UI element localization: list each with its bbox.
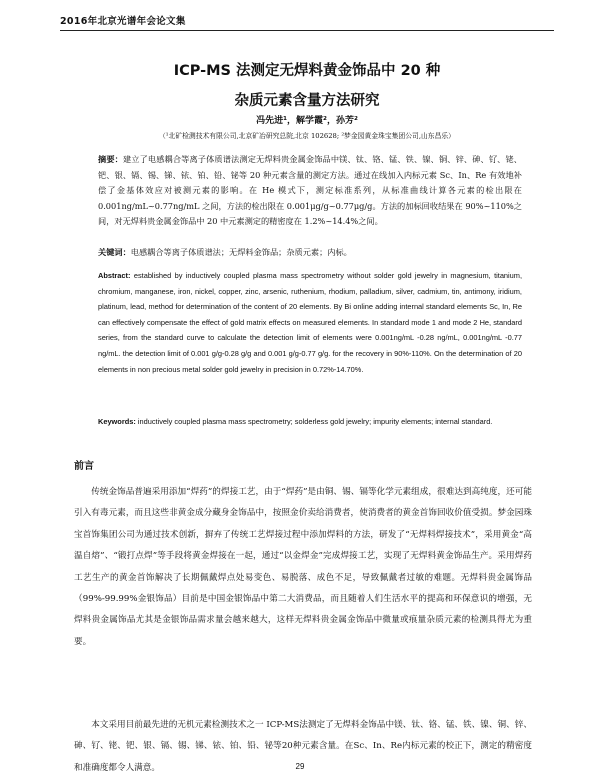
abstract-cn-label: 摘要： — [98, 154, 123, 164]
body-paragraph-2: 本文采用目前最先进的无机元素检测技术之一 ICP-MS法测定了无焊料金饰品中镁、钛、铬、锰、铁、镍、铜、锌、砷、钌、铑、钯、银、镉、锡、锑、铱、铂、铅、铋等20种元素含量。在Sc、In、Re内标元素的校正下，测定的精密度和准确度都令人满意。 — [74, 720, 532, 773]
body-paragraph-1: 传统金饰品普遍采用添加“焊药”的焊接工艺，由于“焊药”是由铜、锡、镉等化学元素组成，很难达到高纯度，还可能引入有毒元素，而且这些非黄金成分藏身金饰品中，按照金价卖给消费者，使消费者的黄金首饰回收价值受损。梦金园珠宝首饰集团公司为通过技术创新，摒弃了传统工艺焊接过程中添加焊料的方法，研发了“无焊料焊接技术”，采用黄金“高温自熔”、“锻打点焊”等手段将黄金焊接在一起，通过“以金焊金”完成焊接工艺，实现了无焊料黄金饰品生产。采用焊药工艺生产的黄金首饰解决了长期佩戴焊点处易变色、易脱落、成色不足，导致佩戴者过敏的难题。无焊料贵金属饰品（99%-99.99%金银饰品）目前是中国金银饰品中第二大消费品，而且随着人们生活水平的提高和环保意识的增强，无焊料贵金属饰品尤其是金银饰品需求量会越来越大，这样无焊料贵金属金饰品中微量或痕量杂质元素的检测具得尤为重要。 — [74, 487, 532, 647]
keywords-en-text: inductively coupled plasma mass spectrometry; solderless gold jewelry; impurity elements; internal standard. — [137, 417, 493, 426]
abstract-en-label: Abstract: — [98, 271, 131, 280]
abstract-cn — [98, 152, 522, 230]
paper-title-line-2: 杂质元素含量方法研究 — [234, 93, 380, 109]
abstract-en — [98, 268, 522, 377]
header-rule — [60, 30, 554, 31]
keywords-cn-label: 关键词： — [98, 247, 131, 257]
affiliation: （¹北矿检测技术有限公司,北京矿冶研究总院,北京 102628; ²梦金园黄金珠宝集团公司,山东昌乐） — [159, 132, 455, 140]
keywords-cn — [98, 245, 522, 261]
section-heading-preface: 前言 — [74, 461, 94, 472]
keywords-en-label: Keywords: — [98, 417, 136, 426]
authors: 冯先进¹，解学霞²，孙芳² — [256, 116, 358, 126]
abstract-cn-text: 建立了电感耦合等离子体质谱法测定无焊料贵金属金饰品中镁、钛、铬、锰、铁、镍、铜、锌、砷、钌、铑、钯、银、镉、锡、锑、铱、铂、铅、铋等 20 种元素含量的测定方法。通过在线加入内标元素 Sc、In、Re 有效地补偿了金基体效应对被测元素的影响。在 He 模式下，测定标准系列，从标准曲线计算各元素的检出限在 0.001ng/mL~0.77ng/mL 之间，方法的检出限在 0.001μg/g~0.77μg/g。方法的加标回收结果在 90%~110%之间，对无焊料贵金属金饰品中 20 中元素测定的精密度在 1.2%~14.4%之间。 — [98, 154, 522, 227]
keywords-cn-text: 电感耦合等离子体质谱法；无焊料金饰品；杂质元素；内标。 — [130, 247, 352, 257]
abstract-en-text: established by inductively coupled plasma mass spectrometry without solder gold jewelry in magnesium, titanium, chromium, manganese, iron, nickel, copper, zinc, arsenic, ruthenium, rhodium, palladium, silver, cadmium, tin, antimony, iridium, platinum, lead, method for determination of the content of 20 elements. By Bi online adding internal standard elements Sc, In, Re can effectively compensate the effect of gold matrix effects on measured elements. In standard mode 1 and mode 2 He, standard series, from the standard curve to calculate the detection limit of elements were 0.001ng/mL -0.28 ng/mL, 0.001ng/mL -0.77 ng/mL. the detection limit of 0.001 g/g-0.28 g/g and 0.001 g/g-0.77 g/g. for the recovery in 90%-110%. On the determination of 20 elements in non precious metal solder gold jewelry in precision in 0.72%-14.70%. — [98, 271, 523, 374]
paper-title-line-1: ICP-MS 法测定无焊料黄金饰品中 20 种 — [173, 63, 441, 79]
running-head: 2016年北京光谱年会论文集 — [60, 16, 186, 27]
keywords-en — [98, 414, 522, 430]
page-number: 29 — [295, 762, 305, 771]
